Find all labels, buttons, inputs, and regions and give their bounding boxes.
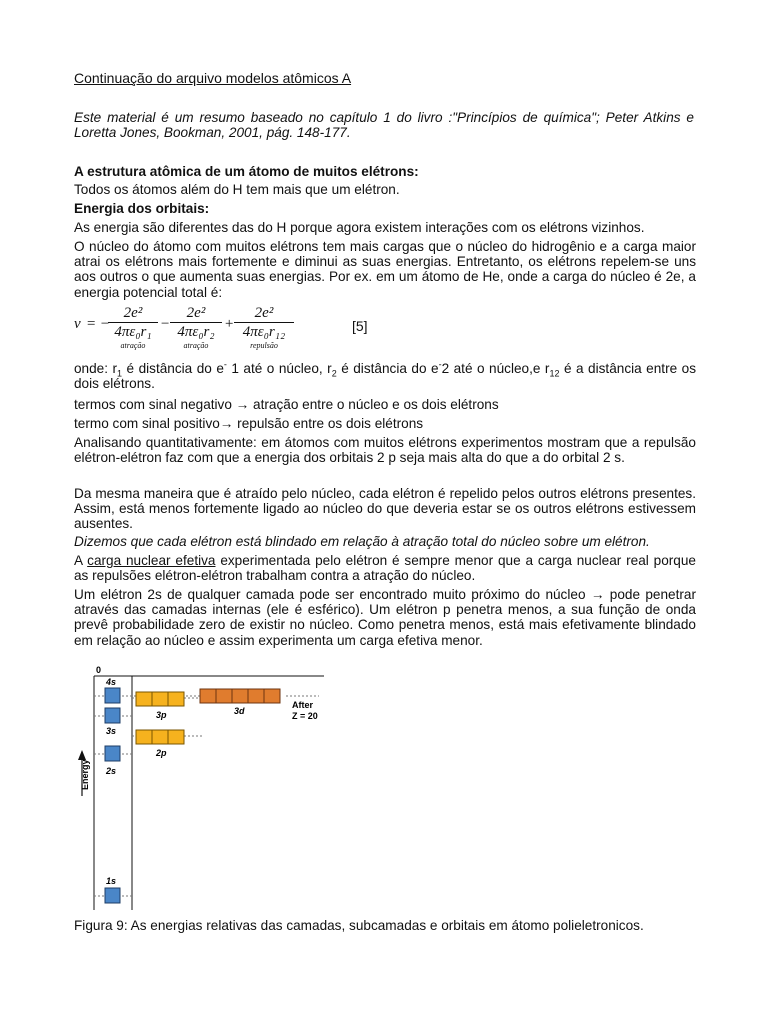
paragraph-shielding: Dizemos que cada elétron está blindado em relação à atração total do núcleo sobre um elétron. (74, 534, 650, 549)
orbital-3p-1 (136, 692, 152, 706)
axis-label-energy: Energy (80, 759, 90, 790)
effective-charge-a: A (74, 553, 88, 568)
orbital-3d-4 (248, 689, 264, 703)
document-title: Continuação do arquivo modelos atômicos A (74, 70, 352, 86)
formula-num-1: 2e² (108, 304, 158, 323)
where-sup-2: - (438, 359, 442, 370)
paragraph-analysis: Analisando quantitativamente: em átomos com muitos elétrons experimentos mostram que a repulsão elétron-elétron faz com que a energia dos orbitais 2 p seja mais alta do que a do orbital 2 s. (74, 435, 696, 466)
label-after: After (292, 700, 314, 710)
label-4s: 4s (106, 677, 117, 687)
figure-caption: Figura 9: As energias relativas das camadas, subcamadas e orbitais em átomo polieletronicos. (74, 918, 644, 933)
label-zero: 0 (96, 665, 102, 675)
formula-equals: = − (86, 316, 110, 332)
orbital-3s (105, 708, 120, 723)
label-1s: 1s (106, 876, 117, 886)
formula-term-3 (234, 304, 294, 351)
where-sub-3: 12 (549, 368, 560, 379)
energy-arrow-head (78, 750, 86, 760)
formula-den-2: 4πε₀r₂ (177, 324, 215, 340)
line-negative-terms: termos com sinal negativo → atração entre o núcleo e os dois elétrons (74, 397, 499, 412)
label-3d: 3d (234, 706, 245, 716)
where-text-f: é a distância entre os dois elétrons. (74, 361, 697, 392)
orbital-3d-2 (216, 689, 232, 703)
orbital-3p-3 (168, 692, 184, 706)
where-sub-2: 2 (331, 368, 337, 379)
paragraph-energy: As energia são diferentes das do H porque agora existem interações com os elétrons vizinhos. (74, 220, 645, 235)
orbital-3d-3 (232, 689, 248, 703)
potential-energy-formula (74, 304, 394, 360)
paragraph-nucleus: O núcleo do átomo com muitos elétrons tem mais cargas que o núcleo do hidrogênio e a carga maior atrai os elétrons mais fortemente e diminui as suas energias. Entretanto, os elétrons repelem-se uns aos outros o que aumenta suas energias. Por ex. em um átomo de He, onde a carga do núcleo é 2e, a energia potencial total é: (74, 239, 696, 300)
paragraph-same-way: Da mesma maneira que é atraído pelo núcleo, cada elétron é repelido pelos outros elétrons presentes. Assim, está menos fortemente ligado ao núcleo do que deveria estar se os outros elétrons estivessem ausentes. (74, 486, 696, 532)
equation-number: [5] (352, 318, 368, 334)
label-3p: 3p (156, 710, 167, 720)
where-sup-1: - (223, 359, 227, 370)
formula-plus: + (224, 316, 235, 332)
label-z20: Z = 20 (292, 711, 318, 721)
line-all-atoms: Todos os átomos além do H tem mais que um elétron. (74, 182, 400, 197)
formula-caption-2: atração (183, 341, 209, 350)
effective-charge-term: carga nuclear efetiva (87, 553, 216, 568)
line-positive-terms: termo com sinal positivo→ repulsão entre os dois elétrons (74, 416, 424, 431)
formula-caption-3: repulsão (250, 341, 278, 350)
orbital-2s (105, 746, 120, 761)
paragraph-effective-charge (74, 553, 696, 583)
where-text-c: 1 até o núcleo, r (226, 361, 332, 376)
section-heading-orbital-energy: Energia dos orbitais: (74, 201, 210, 216)
label-2s: 2s (106, 766, 117, 776)
formula-den-3: 4πε₀r₁₂ (242, 324, 286, 340)
formula-num-3: 2e² (234, 304, 294, 323)
energy-level-diagram (74, 662, 334, 912)
label-2p: 2p (156, 748, 167, 758)
intro-note: Este material é um resumo baseado no capítulo 1 do livro :"Princípios de química"; Peter Atkins e Loretta Jones, Bookman, 2001, pág. 148-177. (74, 110, 694, 141)
orbital-2p-3 (168, 730, 184, 744)
energy-level-figure (74, 662, 334, 912)
orbital-3p-2 (152, 692, 168, 706)
formula-v: v (74, 316, 81, 332)
formula-caption-1: atração (120, 341, 146, 350)
paragraph-where (74, 361, 696, 391)
orbital-1s (105, 888, 120, 903)
formula-term-1 (108, 304, 158, 351)
orbital-3d-1 (200, 689, 216, 703)
where-sub-1: 1 (117, 368, 123, 379)
formula-term-2 (170, 304, 222, 351)
formula-num-2: 2e² (170, 304, 222, 323)
label-3s: 3s (106, 726, 117, 736)
paragraph-2s-electron: Um elétron 2s de qualquer camada pode ser encontrado muito próximo do núcleo → pode penetrar através das camadas internas (ele é esférico). Um elétron p penetra menos, a sua função de onda prevê probabilidade zero de existir no núcleo. Como penetra menos, está mais efetivamente blindado em relação ao núcleo e assim experimenta um carga efetiva menor. (74, 587, 696, 648)
where-text-e: 2 até o núcleo,e r (441, 361, 550, 376)
orbital-3d-5 (264, 689, 280, 703)
effective-charge-b: experimentada pelo elétron é sempre menor que a carga nuclear real porque as repulsões elétron-elétron trabalham contra a atração do núcleo. (74, 553, 696, 584)
where-text-a: onde: r (74, 361, 118, 376)
orbital-2p-2 (152, 730, 168, 744)
formula-minus: − (160, 316, 171, 332)
orbital-4s (105, 688, 120, 703)
where-text-d: é distância do e (336, 361, 439, 376)
orbital-2p-1 (136, 730, 152, 744)
formula-den-1: 4πε₀r₁ (114, 324, 152, 340)
where-text-b: é distância do e (122, 361, 224, 376)
section-heading-structure: A estrutura atômica de um átomo de muitos elétrons: (74, 164, 419, 179)
